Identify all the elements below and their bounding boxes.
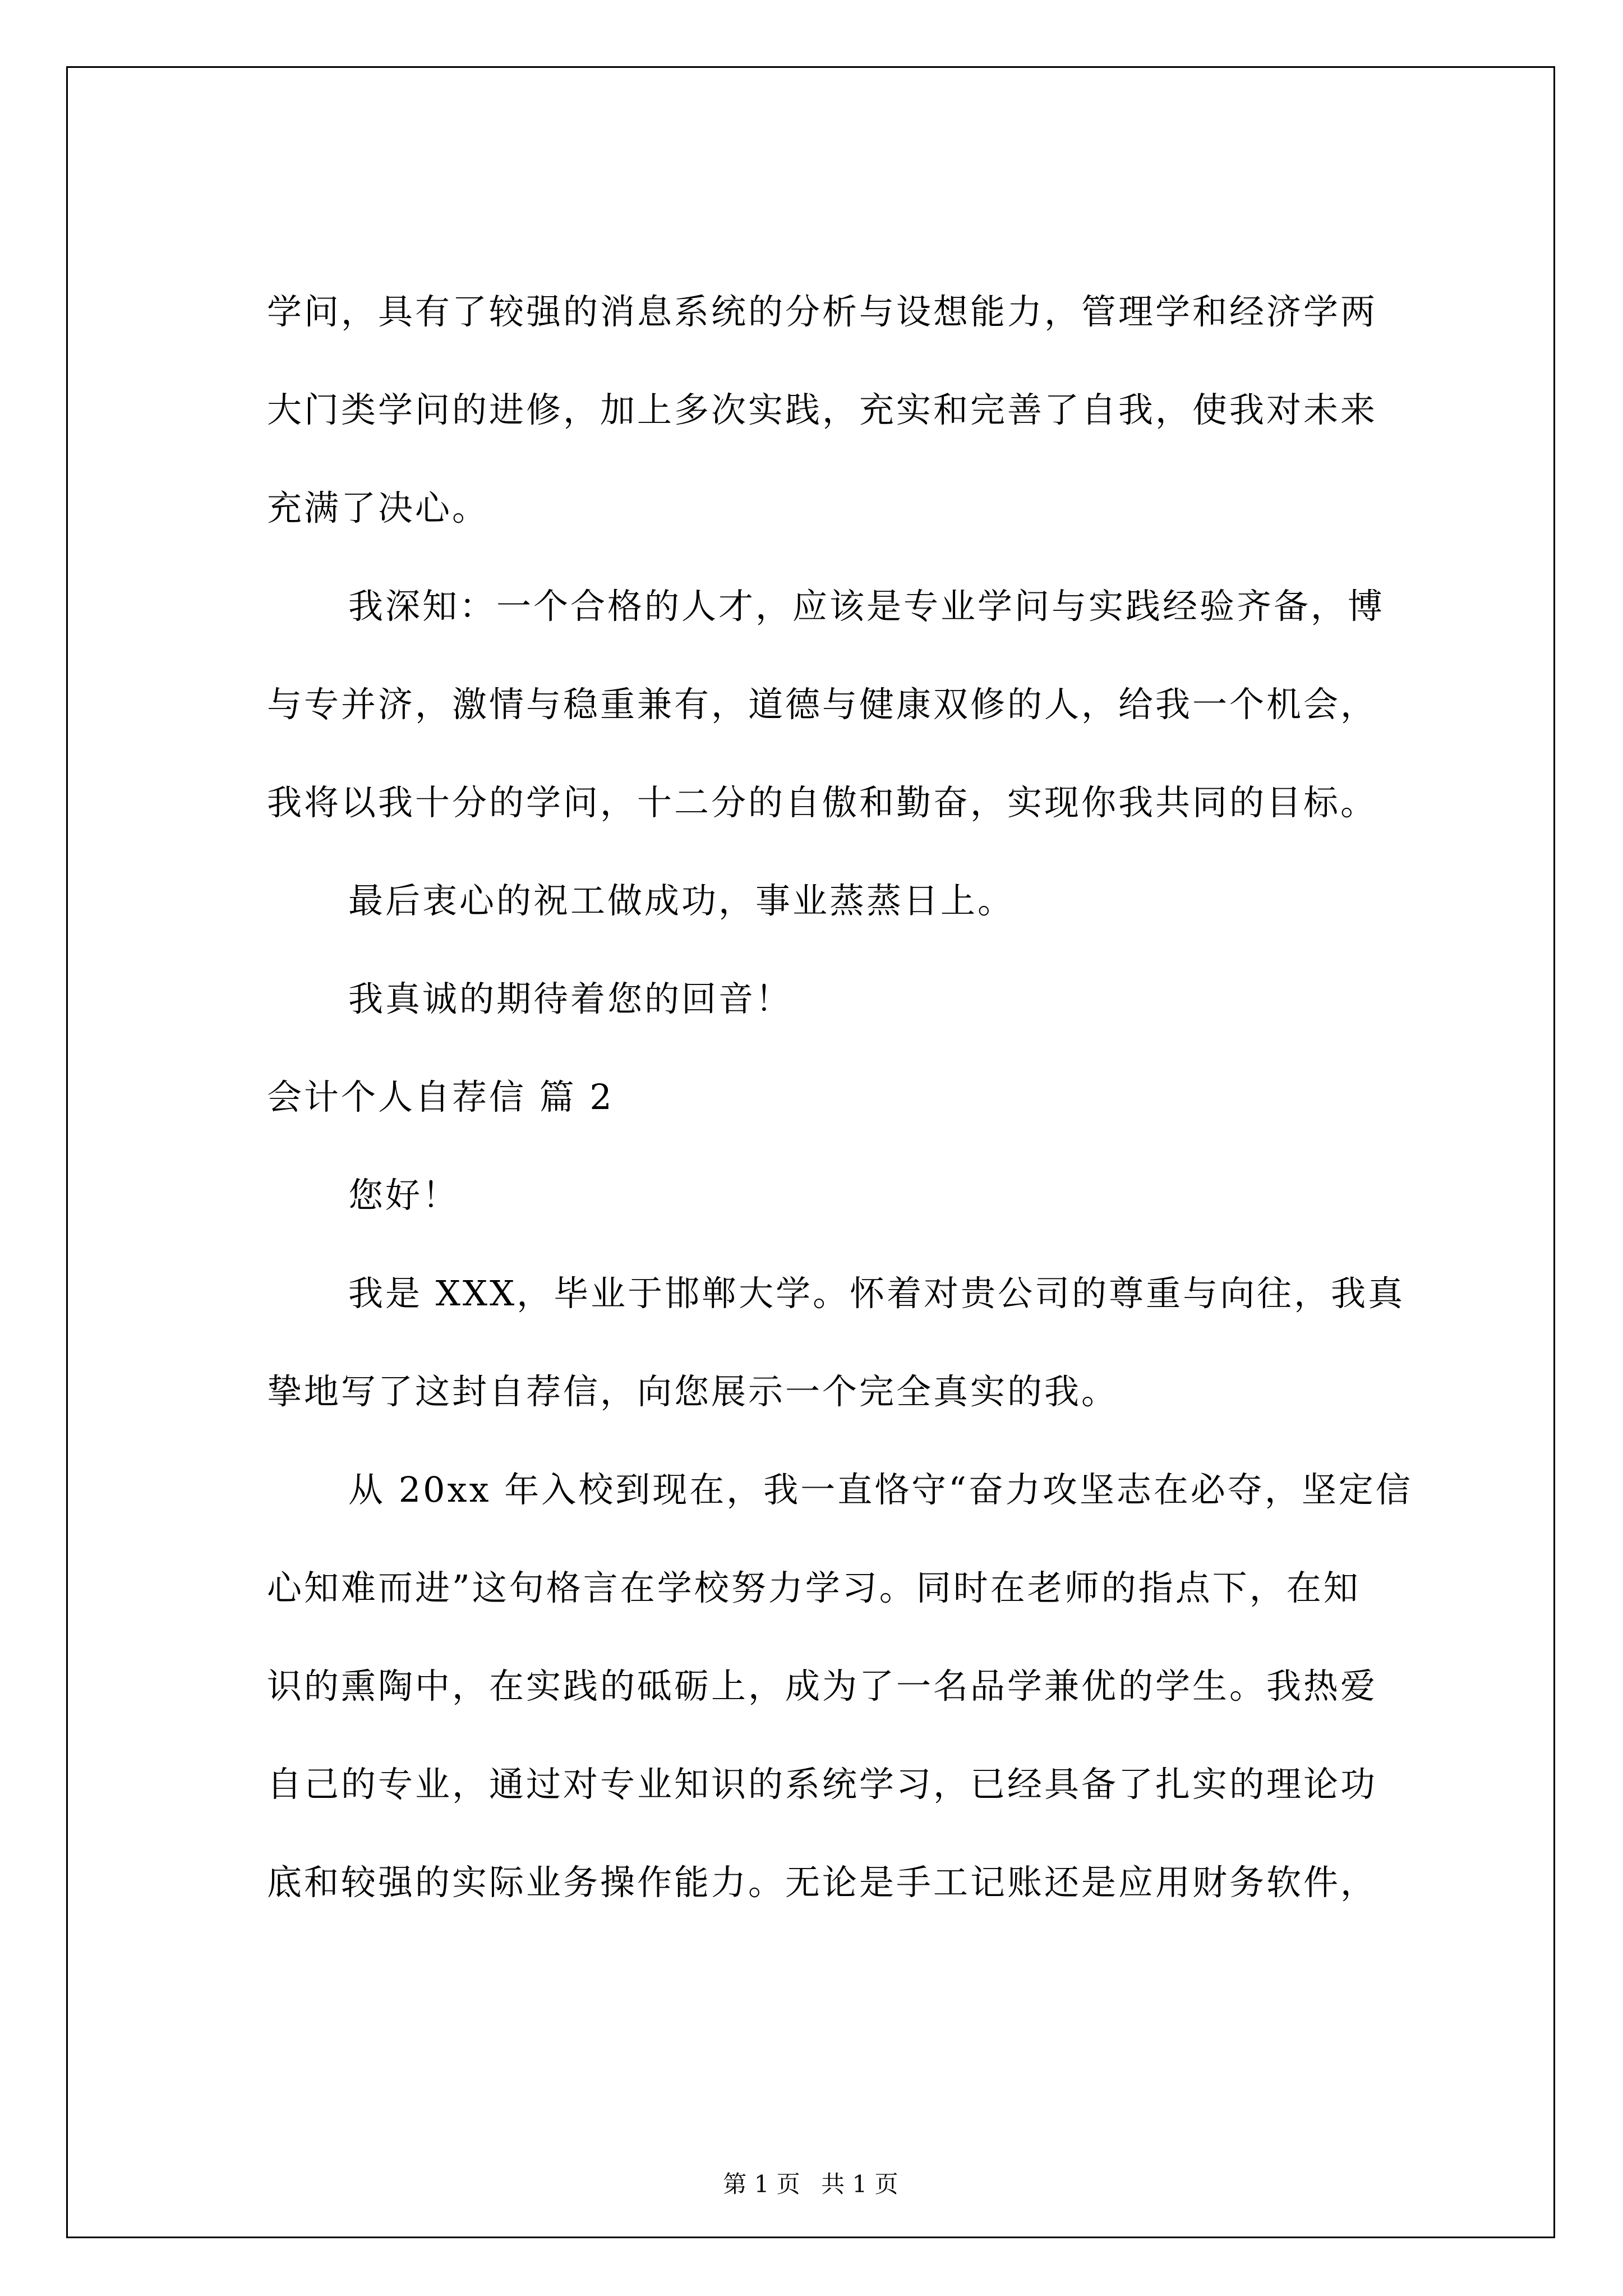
body-line: 心知难而进”这句格言在学校努力学习。同时在老师的指点下，在知	[267, 1567, 1361, 1608]
body-line: 我真诚的期待着您的回音！	[348, 978, 793, 1019]
body-line: 自己的专业，通过对专业知识的系统学习，已经具备了扎实的理论功	[267, 1764, 1378, 1805]
body-line: 从 20xx 年入校到现在，我一直恪守“奋力攻坚志在必夺，坚定信	[348, 1469, 1413, 1510]
page-footer	[68, 2169, 1553, 2200]
body-line: 学问，具有了较强的消息系统的分析与设想能力，管理学和经济学两	[267, 291, 1378, 332]
body-line: 我是 XXX，毕业于邯郸大学。怀着对贵公司的尊重与向往，我真	[348, 1273, 1405, 1314]
section-heading: 会计个人自荐信 篇 2	[267, 1076, 614, 1117]
body-line: 挚地写了这封自荐信，向您展示一个完全真实的我。	[267, 1371, 1119, 1412]
body-line: 我深知：一个合格的人才，应该是专业学问与实践经验齐备，博	[348, 586, 1385, 627]
letter-body	[68, 68, 1553, 2237]
page-number: 第 1 页	[723, 2170, 800, 2198]
body-line: 大门类学问的进修，加上多次实践，充实和完善了自我，使我对未来	[267, 389, 1378, 430]
body-line: 与专并济，激情与稳重兼有，道德与健康双修的人，给我一个机会，	[267, 684, 1378, 725]
body-line: 我将以我十分的学问，十二分的自傲和勤奋，实现你我共同的目标。	[267, 782, 1378, 823]
body-line: 底和较强的实际业务操作能力。无论是手工记账还是应用财务软件，	[267, 1862, 1378, 1903]
page-frame	[66, 66, 1555, 2238]
greeting: 您好！	[348, 1175, 460, 1216]
body-line: 最后衷心的祝工做成功，事业蒸蒸日上。	[348, 880, 1015, 921]
body-line: 充满了决心。	[267, 487, 490, 528]
body-line: 识的熏陶中，在实践的砥砺上，成为了一名品学兼优的学生。我热爱	[267, 1665, 1378, 1706]
page-total: 共 1 页	[821, 2170, 898, 2198]
